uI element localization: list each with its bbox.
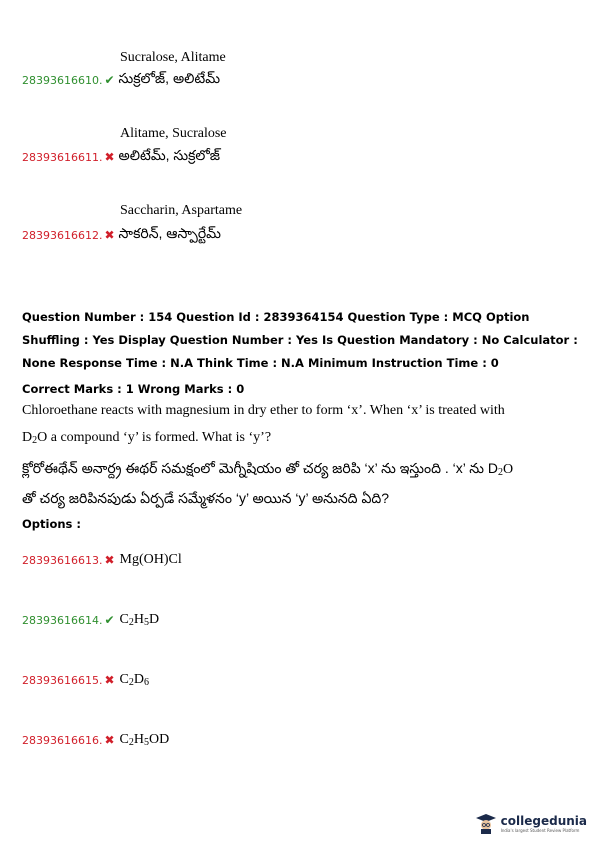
option-3: [22, 672, 149, 688]
question-meta: Question Number : 154 Question Id : 2839364154 Question Type : MCQ Option Shuffling : Yes Display Question Number : Yes Is Question Mandatory : No Calculator : None Response Time : N.A Think Time : N.A Minimum Instruction Time : 0: [22, 310, 578, 370]
check-icon: ✔: [104, 613, 115, 627]
logo-name: collegedunia: [500, 813, 587, 828]
check-icon: ✔: [104, 73, 115, 87]
prev-option-1-te: సుక్రలోజ్, అలిటేమ్: [118, 70, 221, 86]
prev-option-1-en: Sucralose, Alitame: [120, 50, 226, 65]
cross-icon: ✖: [104, 553, 115, 567]
option-2: [22, 612, 159, 628]
prev-option-3-en: Saccharin, Aspartame: [120, 203, 243, 218]
option-formula: Mg(OH)Cl: [119, 552, 182, 567]
options-label: Options :: [22, 517, 81, 531]
option-id: 28393616613.: [22, 553, 103, 567]
question-text-en-2: $D_2O$ a compound ‘y’ is formed. What is ‘y’?: [22, 430, 272, 446]
question-text-te-2: తో చర్య జరిపినపుడు ఏర్పడే సమ్మేళనం ‘y’ అయిన ‘y’ అనునది ఏది?: [22, 490, 390, 506]
prev-option-2-te: అలిటేమ్, సుక్రలోజ్: [118, 147, 221, 163]
graduate-icon: [475, 812, 497, 834]
prev-option-1: [22, 70, 220, 90]
option-formula: $C_2D_6$: [119, 672, 150, 688]
logo-tagline: India's largest Student Review Platform: [500, 827, 580, 833]
cross-icon: ✖: [104, 673, 115, 687]
prev-option-2-en: Alitame, Sucralose: [120, 126, 227, 141]
option-formula: $C_2H_5OD$: [119, 732, 170, 748]
cross-icon: ✖: [104, 150, 115, 164]
question-text-en-1: Chloroethane reacts with magnesium in dry ether to form ‘x’. When ‘x’ is treated with: [22, 403, 505, 418]
collegedunia-logo: [475, 812, 587, 834]
option-1: [22, 552, 182, 568]
option-id: 28393616616.: [22, 733, 103, 747]
prev-option-2: [22, 147, 220, 167]
question-text-te-1: క్లోరోఈథేన్ అనార్ద్ర ఈథర్ సమక్షంలో మెగ్నీషియం తో చర్య జరిపి ‘x’ ను ఇస్తుంది . ‘x’ ను $D_2O$: [22, 460, 514, 478]
option-id: 28393616615.: [22, 673, 103, 687]
option-formula: $C_2H_5D$: [119, 612, 160, 628]
option-id: 28393616614.: [22, 613, 103, 627]
cross-icon: ✖: [104, 733, 115, 747]
option-4: [22, 732, 169, 748]
prev-option-3-te: సాకరిన్, ఆస్పార్టేమ్: [118, 225, 221, 241]
question-marks: Correct Marks : 1 Wrong Marks : 0: [22, 382, 245, 396]
prev-option-3: [22, 225, 221, 245]
option-id: 28393616611.: [22, 150, 103, 164]
option-id: 28393616610.: [22, 73, 103, 87]
cross-icon: ✖: [104, 228, 115, 242]
option-id: 28393616612.: [22, 228, 103, 242]
